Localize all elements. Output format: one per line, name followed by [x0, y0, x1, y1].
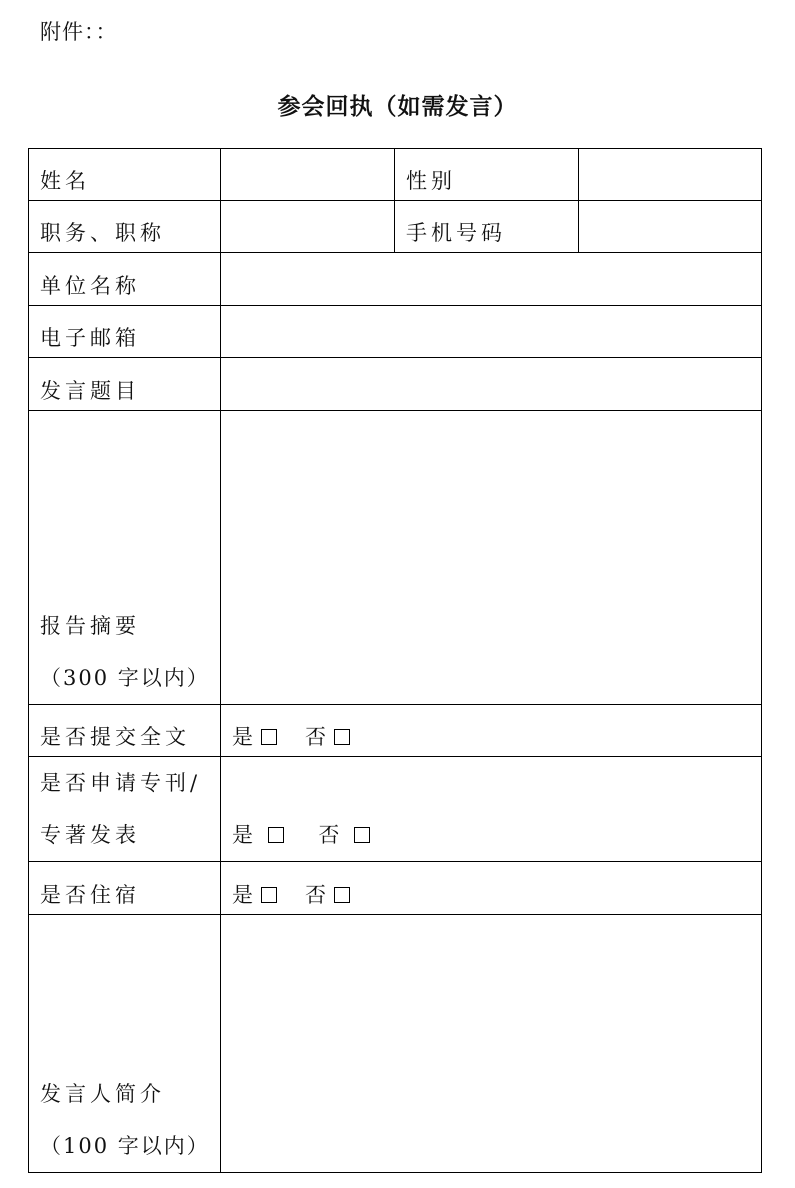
abstract-label-cell	[29, 411, 221, 705]
fulltext-yes-checkbox[interactable]	[261, 729, 277, 745]
row-topic	[29, 358, 762, 411]
gender-label: 性别	[406, 169, 456, 193]
name-label-cell	[29, 149, 221, 201]
row-organization	[29, 253, 762, 306]
fulltext-label-cell	[29, 705, 221, 757]
topic-label-cell	[29, 358, 221, 411]
phone-value-cell[interactable]	[579, 201, 762, 253]
fulltext-yes-label: 是	[232, 725, 253, 749]
gender-label-cell	[395, 149, 579, 201]
lodging-choice	[232, 879, 378, 914]
email-value-cell[interactable]	[221, 306, 762, 358]
journal-yes-checkbox[interactable]	[268, 827, 284, 843]
lodging-no-checkbox[interactable]	[334, 887, 350, 903]
journal-label: 是否申请专刊/	[40, 771, 202, 795]
row-journal	[29, 757, 762, 862]
abstract-value-cell[interactable]	[221, 411, 762, 705]
name-value-cell[interactable]	[221, 149, 395, 201]
gender-value-cell[interactable]	[579, 149, 762, 201]
bio-label-cell	[29, 915, 221, 1173]
bio-limit-label: （100 字以内）	[40, 1134, 210, 1158]
lodging-yes-label: 是	[232, 883, 253, 907]
fulltext-label: 是否提交全文	[40, 725, 190, 749]
journal-choice	[232, 809, 761, 861]
journal-label-cont: 专著发表	[40, 823, 140, 847]
row-lodging	[29, 862, 762, 915]
lodging-yes-checkbox[interactable]	[261, 887, 277, 903]
position-value-cell[interactable]	[221, 201, 395, 253]
phone-label-cell	[395, 201, 579, 253]
journal-choice-cell	[221, 757, 762, 862]
row-fulltext	[29, 705, 762, 757]
phone-label: 手机号码	[406, 221, 506, 245]
journal-yes-label: 是	[232, 823, 253, 847]
email-label-cell	[29, 306, 221, 358]
abstract-limit-label: （300 字以内）	[40, 666, 210, 690]
lodging-label: 是否住宿	[40, 883, 140, 907]
position-label: 职务、职称	[40, 221, 165, 245]
lodging-label-cell	[29, 862, 221, 915]
topic-label: 发言题目	[40, 379, 140, 403]
journal-no-label: 否	[318, 823, 340, 847]
org-label-cell	[29, 253, 221, 306]
abstract-label: 报告摘要	[40, 614, 140, 638]
org-label: 单位名称	[40, 274, 140, 298]
registration-form-table	[28, 148, 762, 1173]
attachment-label: 附件：：	[40, 20, 118, 44]
row-email	[29, 306, 762, 358]
row-abstract	[29, 411, 762, 705]
row-position-phone	[29, 201, 762, 253]
org-value-cell[interactable]	[221, 253, 762, 306]
form-title: 参会回执（如需发言）	[277, 94, 518, 120]
journal-label-cell	[29, 757, 221, 862]
fulltext-choice-cell	[221, 705, 762, 757]
position-label-cell	[29, 201, 221, 253]
lodging-no-label: 否	[305, 883, 326, 907]
topic-value-cell[interactable]	[221, 358, 762, 411]
bio-label: 发言人简介	[40, 1082, 165, 1106]
row-bio	[29, 915, 762, 1173]
fulltext-no-checkbox[interactable]	[334, 729, 350, 745]
bio-value-cell[interactable]	[221, 915, 762, 1173]
fulltext-choice	[232, 721, 378, 756]
journal-no-checkbox[interactable]	[354, 827, 370, 843]
fulltext-no-label: 否	[305, 725, 326, 749]
email-label: 电子邮箱	[40, 326, 140, 350]
lodging-choice-cell	[221, 862, 762, 915]
name-label: 姓名	[40, 169, 90, 193]
row-name-gender	[29, 149, 762, 201]
